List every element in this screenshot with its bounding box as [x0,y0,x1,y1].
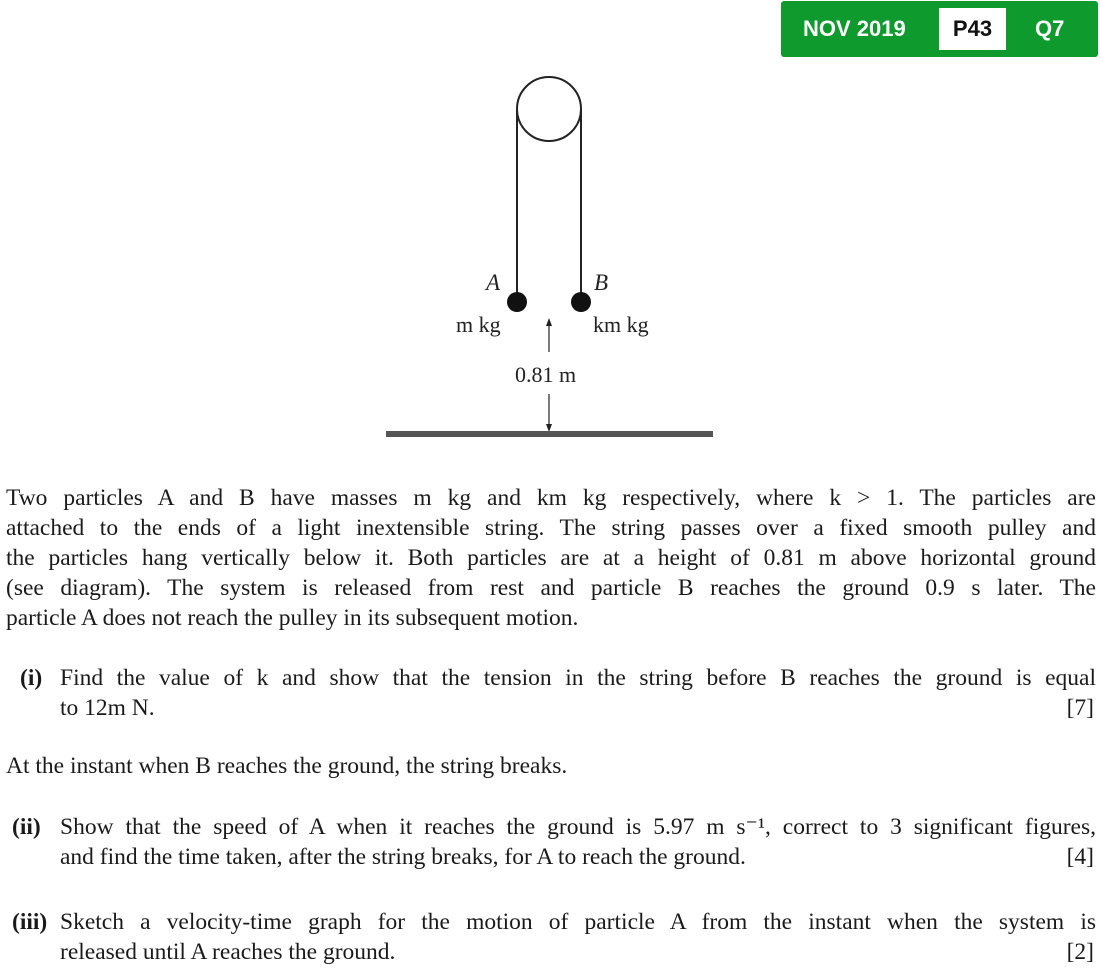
ground [386,431,713,437]
part-i-marks: [7] [1066,695,1094,721]
pulley-diagram [0,0,1100,460]
label-a: A [486,270,501,295]
intro-line-5: particle A does not reach the pulley in its subsequent motion. [6,605,579,631]
height-label: 0.81 m [515,362,577,387]
arrow-head-up-icon [546,318,552,326]
part-i-line-2: to 12m N. [60,695,155,721]
question-part-ii [6,812,1096,874]
part-ii-line-2: and find the time taken, after the string breaks, for A to reach the ground. [60,844,746,870]
question-part-i [6,663,1096,725]
intro-paragraph [6,483,1096,633]
part-ii-marks: [4] [1066,844,1094,870]
part-i-line-1: Find the value of k and show that the tension in the string before B reaches the ground is equal [60,665,1096,691]
part-i-number: (i) [20,665,43,691]
part-iii-marks: [2] [1066,939,1094,965]
badge-paper: P43 [939,8,1006,50]
particle-a [507,292,527,312]
particle-b [571,292,591,312]
string-breaks-text: At the instant when B reaches the ground, the string breaks. [6,753,568,779]
part-iii-line-2: released until A reaches the ground. [60,939,396,965]
intro-line-1: Two particles A and B have masses m kg and km kg respectively, where k > 1. The particles are [6,485,1096,511]
intro-line-2: attached to the ends of a light inextensible string. The string passes over a fixed smooth pulley and [6,515,1096,541]
part-iii-line-1: Sketch a velocity-time graph for the motion of particle A from the instant when the system is [60,909,1096,935]
mass-b-label: km kg [593,312,649,337]
arrow-head-down-icon [546,424,552,432]
part-iii-number: (iii) [12,909,48,935]
part-ii-number: (ii) [12,814,41,840]
pulley [517,77,581,141]
badge-date: NOV 2019 [803,16,906,41]
intro-line-3: the particles hang vertically below it. Both particles are at a height of 0.81 m above horizontal ground [6,545,1096,571]
label-b: B [594,270,609,295]
mass-a-label: m kg [456,312,501,337]
part-ii-line-1: Show that the speed of A when it reaches the ground is 5.97 m s⁻¹, correct to 3 significant figures, [60,814,1096,840]
badge-question: Q7 [1035,16,1065,41]
question-part-iii [6,907,1096,969]
intro-line-4: (see diagram). The system is released from rest and particle B reaches the ground 0.9 s later. The [6,575,1096,601]
